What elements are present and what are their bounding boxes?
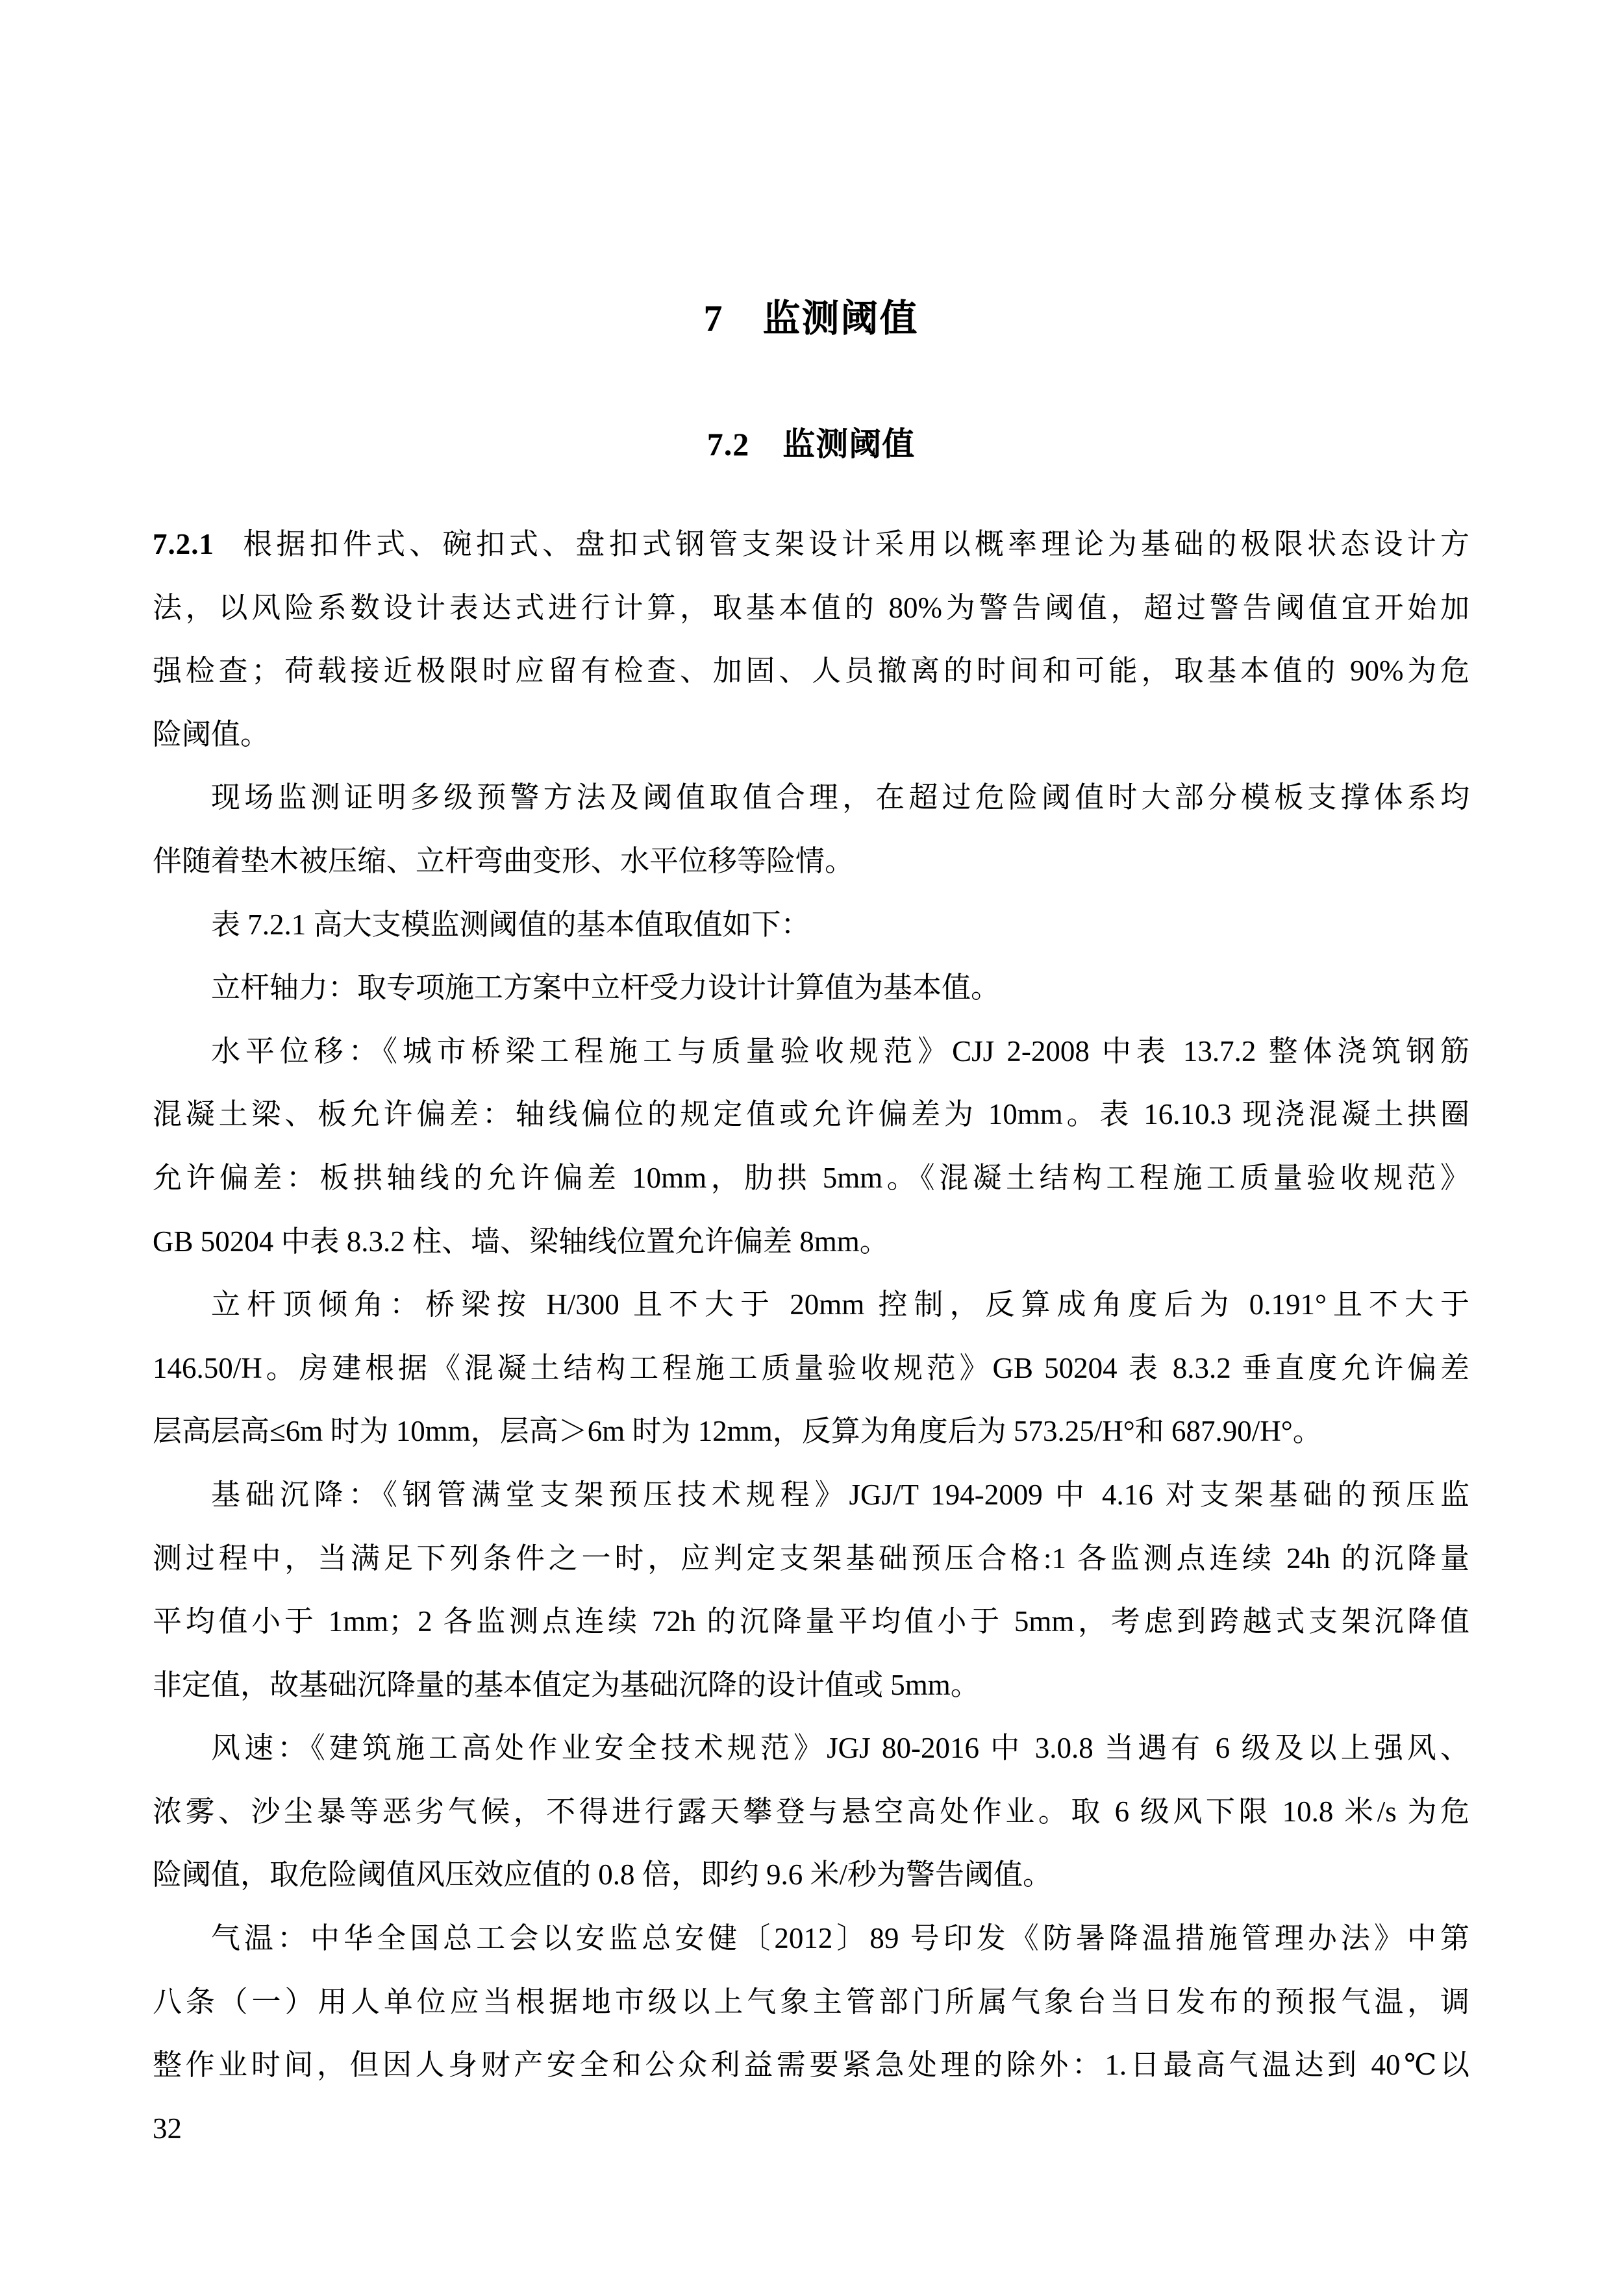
- text-line: 气温：中华全国总工会以安监总安健〔2012〕89 号印发《防暑降温措施管理办法》中第: [211, 1922, 1469, 1955]
- text-line: 立杆轴力：取专项施工方案中立杆受力设计计算值为基本值。: [211, 971, 1001, 1004]
- body-text: [153, 513, 1469, 2097]
- text-line: 测过程中，当满足下列条件之一时，应判定支架基础预压合格:1 各监测点连续 24h 的沉降量: [153, 1541, 1469, 1575]
- page-number: 32: [153, 2112, 182, 2145]
- text-line: 层高层高≤6m 时为 10mm，层高＞6m 时为 12mm，反算为角度后为 573.25/H°和 687.90/H°。: [153, 1415, 1322, 1448]
- text-line: 立杆顶倾角：桥梁按 H/300 且不大于 20mm 控制，反算成角度后为 0.191°且不大于: [211, 1288, 1469, 1321]
- text-line: 水平位移：《城市桥梁工程施工与质量验收规范》CJJ 2-2008 中表 13.7.2 整体浇筑钢筋: [211, 1034, 1469, 1067]
- section-heading: 7.2 监测阈值: [706, 426, 916, 462]
- clause-number: 7.2.1: [153, 528, 214, 560]
- text-line: 现场监测证明多级预警方法及阈值取值合理，在超过危险阈值时大部分模板支撑体系均: [211, 781, 1469, 814]
- text-line: 强检查；荷载接近极限时应留有检查、加固、人员撤离的时间和可能，取基本值的 90%为危: [153, 655, 1469, 688]
- text-line: 基础沉降：《钢管满堂支架预压技术规程》JGJ/T 194-2009 中 4.16 对支架基础的预压监: [211, 1478, 1469, 1511]
- page-content: [153, 0, 1469, 2160]
- text-line: 7.2.1 根据扣件式、碗扣式、盘扣式钢管支架设计采用以概率理论为基础的极限状态设计方: [153, 528, 1469, 560]
- chapter-heading: 7 监测阈值: [703, 297, 919, 340]
- text-line: 浓雾、沙尘暴等恶劣气候，不得进行露天攀登与悬空高处作业。取 6 级风下限 10.8 米/s 为危: [153, 1795, 1469, 1828]
- text-line: 146.50/H。房建根据《混凝土结构工程施工质量验收规范》GB 50204 表 8.3.2 垂直度允许偏差: [153, 1351, 1469, 1384]
- text-line: 险阈值。: [153, 718, 270, 751]
- text-line: 整作业时间，但因人身财产安全和公众利益需要紧急处理的除外：1.日最高气温达到 40℃以: [153, 2049, 1469, 2082]
- text-line: 八条（一）用人单位应当根据地市级以上气象主管部门所属气象台当日发布的预报气温，调: [153, 1985, 1469, 2018]
- text-line: 法，以风险系数设计表达式进行计算，取基本值的 80%为警告阈值，超过警告阈值宜开始加: [153, 591, 1469, 624]
- text-line: 表 7.2.1 高大支模监测阈值的基本值取值如下：: [211, 908, 810, 941]
- text-line: 风速：《建筑施工高处作业安全技术规范》JGJ 80-2016 中 3.0.8 当遇有 6 级及以上强风、: [211, 1732, 1469, 1765]
- text-line: 混凝土梁、板允许偏差：轴线偏位的规定值或允许偏差为 10mm。表 16.10.3 现浇混凝土拱圈: [153, 1098, 1469, 1131]
- text-line: 非定值，故基础沉降量的基本值定为基础沉降的设计值或 5mm。: [153, 1668, 980, 1701]
- text-line: 险阈值，取危险阈值风压效应值的 0.8 倍，即约 9.6 米/秒为警告阈值。: [153, 1858, 1053, 1891]
- text-line: 平均值小于 1mm；2 各监测点连续 72h 的沉降量平均值小于 5mm，考虑到跨越式支架沉降值: [153, 1605, 1469, 1638]
- text-line: 伴随着垫木被压缩、立杆弯曲变形、水平位移等险情。: [153, 844, 855, 877]
- text-line: GB 50204 中表 8.3.2 柱、墙、梁轴线位置允许偏差 8mm。: [153, 1225, 889, 1258]
- text-line: 允许偏差：板拱轴线的允许偏差 10mm，肋拱 5mm。《混凝土结构工程施工质量验收规范》: [153, 1161, 1469, 1194]
